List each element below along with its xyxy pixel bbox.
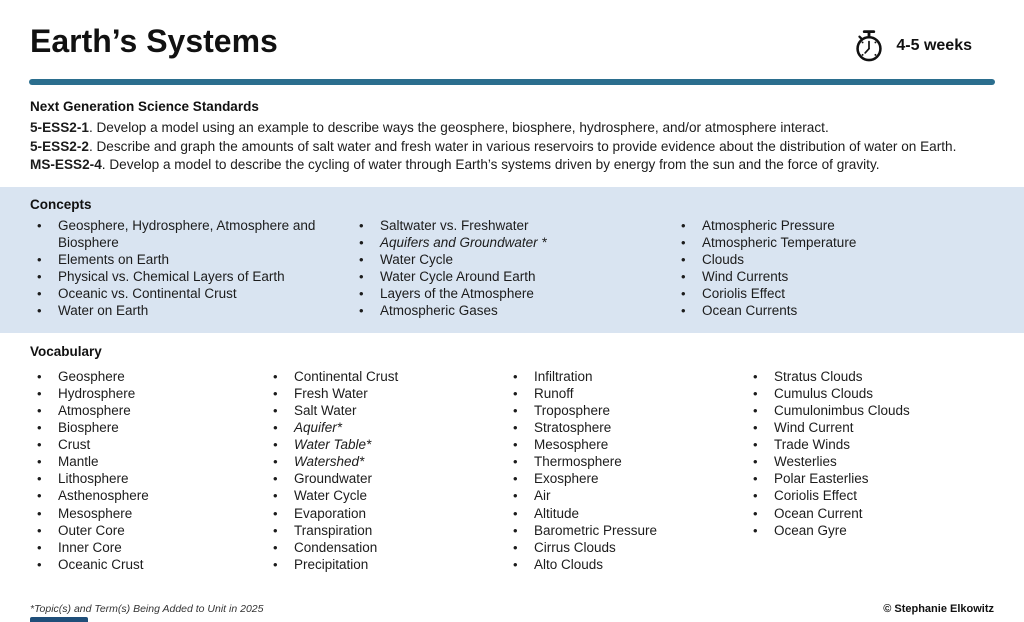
list-item: • Runoff bbox=[506, 385, 746, 402]
list-item: • Stratosphere bbox=[506, 419, 746, 436]
list-item: • Condensation bbox=[266, 539, 506, 556]
list-item: • Lithosphere bbox=[30, 470, 266, 487]
list-item: • Clouds bbox=[674, 251, 994, 268]
list-item: • Mantle bbox=[30, 453, 266, 470]
standard-code: 5-ESS2-2 bbox=[30, 138, 89, 154]
list-item: • Layers of the Atmosphere bbox=[352, 285, 674, 302]
list-item: • Salt Water bbox=[266, 402, 506, 419]
list-item: • Aquifers and Groundwater * bbox=[352, 234, 674, 251]
list-item: • Air bbox=[506, 487, 746, 504]
list-item: • Fresh Water bbox=[266, 385, 506, 402]
list-item: • Polar Easterlies bbox=[746, 470, 994, 487]
list-item: • Mesosphere bbox=[506, 436, 746, 453]
list-item: • Wind Current bbox=[746, 419, 994, 436]
list-item: • Infiltration bbox=[506, 368, 746, 385]
list-item: • Troposphere bbox=[506, 402, 746, 419]
standard-item: 5-ESS2-2. Describe and graph the amounts of salt water and fresh water in various reservoirs to provide evidence about the distribution of water on Earth. bbox=[30, 138, 957, 154]
list-item: • Physical vs. Chemical Layers of Earth bbox=[30, 268, 352, 285]
list-item: • Stratus Clouds bbox=[746, 368, 994, 385]
list-item: • Thermosphere bbox=[506, 453, 746, 470]
list-item: • Water Table* bbox=[266, 436, 506, 453]
copyright: © Stephanie Elkowitz bbox=[883, 603, 994, 615]
list-item: • Hydrosphere bbox=[30, 385, 266, 402]
page-title: Earth’s Systems bbox=[30, 23, 278, 59]
list-item: • Geosphere, Hydrosphere, Atmosphere and Biosphere bbox=[30, 217, 352, 251]
list-item: • Trade Winds bbox=[746, 436, 994, 453]
duration-label: 4-5 weeks bbox=[896, 37, 972, 54]
standard-code: MS-ESS2-4 bbox=[30, 157, 102, 173]
list-item: • Oceanic vs. Continental Crust bbox=[30, 285, 352, 302]
list-item: • Elements on Earth bbox=[30, 251, 352, 268]
list-item: • Atmospheric Pressure bbox=[674, 217, 994, 234]
list-item: • Oceanic Crust bbox=[30, 556, 266, 573]
concepts-heading: Concepts bbox=[30, 196, 92, 212]
unit-duration bbox=[851, 28, 972, 64]
list-item: • Alto Clouds bbox=[506, 556, 746, 573]
bullet-column bbox=[352, 217, 674, 319]
list-item: • Precipitation bbox=[266, 556, 506, 573]
title-divider bbox=[29, 79, 995, 85]
list-item: • Geosphere bbox=[30, 368, 266, 385]
list-item: • Evaporation bbox=[266, 505, 506, 522]
list-item: • Groundwater bbox=[266, 470, 506, 487]
header bbox=[0, 0, 1024, 79]
next-page-edge bbox=[30, 617, 88, 622]
list-item: • Westerlies bbox=[746, 453, 994, 470]
list-item: • Ocean Gyre bbox=[746, 522, 994, 539]
list-item: • Coriolis Effect bbox=[674, 285, 994, 302]
list-item: • Water Cycle bbox=[266, 487, 506, 504]
list-item: • Atmosphere bbox=[30, 402, 266, 419]
list-item: • Coriolis Effect bbox=[746, 487, 994, 504]
list-item: • Atmospheric Temperature bbox=[674, 234, 994, 251]
bullet-column bbox=[30, 368, 266, 573]
stopwatch-icon bbox=[851, 28, 887, 64]
list-item: • Crust bbox=[30, 436, 266, 453]
list-item: • Wind Currents bbox=[674, 268, 994, 285]
bullet-column bbox=[506, 368, 746, 573]
list-item: • Cirrus Clouds bbox=[506, 539, 746, 556]
bullet-column bbox=[746, 368, 994, 573]
list-item: • Water Cycle bbox=[352, 251, 674, 268]
list-item: • Water on Earth bbox=[30, 302, 352, 319]
list-item: • Water Cycle Around Earth bbox=[352, 268, 674, 285]
footer-note: *Topic(s) and Term(s) Being Added to Unit in 2025 bbox=[30, 603, 264, 615]
list-item: • Ocean Current bbox=[746, 505, 994, 522]
vocabulary-heading: Vocabulary bbox=[30, 343, 102, 359]
list-item: • Atmospheric Gases bbox=[352, 302, 674, 319]
bullet-column bbox=[30, 217, 352, 319]
list-item: • Aquifer* bbox=[266, 419, 506, 436]
standard-item: 5-ESS2-1. Develop a model using an example to describe ways the geosphere, biosphere, hydrosphere, and/or atmosphere interact. bbox=[30, 120, 829, 135]
standard-code: 5-ESS2-1 bbox=[30, 120, 89, 135]
concepts-columns bbox=[30, 217, 994, 319]
standard-item: MS-ESS2-4. Develop a model to describe the cycling of water through Earth’s systems driven by energy from the sun and the force of gravity. bbox=[30, 157, 880, 173]
standards-heading: Next Generation Science Standards bbox=[30, 99, 259, 114]
list-item: • Cumulonimbus Clouds bbox=[746, 402, 994, 419]
bullet-column bbox=[674, 217, 994, 319]
concepts-section bbox=[0, 187, 1024, 333]
list-item: • Exosphere bbox=[506, 470, 746, 487]
vocabulary-columns bbox=[30, 368, 994, 573]
list-item: • Mesosphere bbox=[30, 505, 266, 522]
list-item: • Saltwater vs. Freshwater bbox=[352, 217, 674, 234]
list-item: • Asthenosphere bbox=[30, 487, 266, 504]
list-item: • Barometric Pressure bbox=[506, 522, 746, 539]
standards-list bbox=[30, 119, 994, 175]
bullet-column bbox=[266, 368, 506, 573]
list-item: • Ocean Currents bbox=[674, 302, 994, 319]
list-item: • Watershed* bbox=[266, 453, 506, 470]
vocabulary-section bbox=[30, 344, 994, 573]
list-item: • Inner Core bbox=[30, 539, 266, 556]
list-item: • Transpiration bbox=[266, 522, 506, 539]
list-item: • Continental Crust bbox=[266, 368, 506, 385]
list-item: • Altitude bbox=[506, 505, 746, 522]
footer bbox=[30, 603, 994, 615]
list-item: • Biosphere bbox=[30, 419, 266, 436]
list-item: • Cumulus Clouds bbox=[746, 385, 994, 402]
standards-section bbox=[30, 99, 994, 175]
list-item: • Outer Core bbox=[30, 522, 266, 539]
